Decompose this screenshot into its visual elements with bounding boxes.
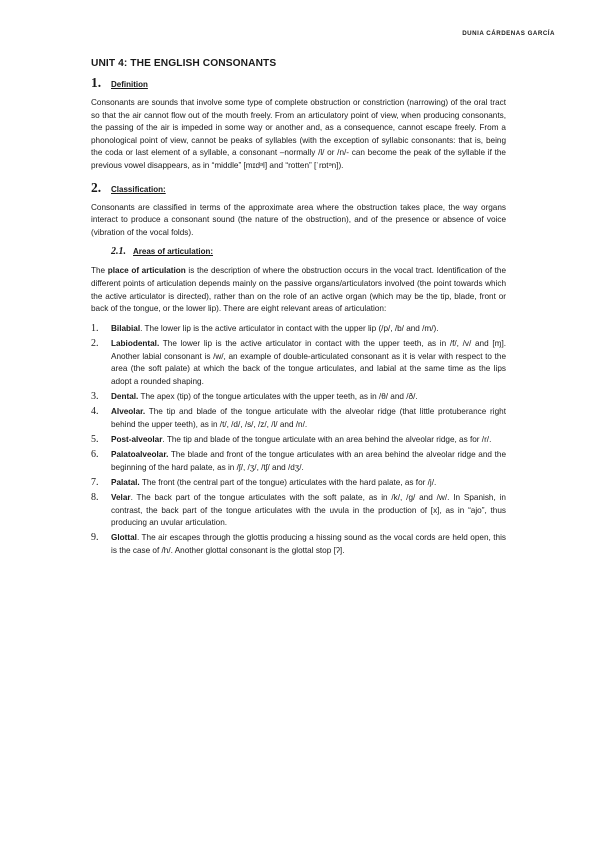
list-item-body <box>111 323 506 336</box>
list-item-body <box>111 492 506 530</box>
list-item-number: 9. <box>91 532 99 544</box>
subsection-2-1-title: Areas of articulation: <box>133 247 214 257</box>
list-item-text: The blade and front of the tongue articulates with an area behind the alveolar ridge and the beginning of the hard palate, as in /ʃ/, /ʒ/, /tʃ/ and /dʒ/. <box>111 450 506 472</box>
list-item-text: . The lower lip is the active articulator in contact with the upper lip (/p/, /b/ and /m/). <box>140 323 439 333</box>
section-1-title: Definition <box>111 80 148 89</box>
list-item-term: Labiodental. <box>111 338 160 348</box>
list-item-number: 4. <box>91 406 99 418</box>
section-2-heading <box>91 180 506 196</box>
list-item-text: . The air escapes through the glottis producing a hissing sound as the vocal cords are held open, this is the case of /h/. Another glottal consonant is the glottal stop [ʔ]. <box>111 533 506 555</box>
section-1-number: 1. <box>91 75 102 90</box>
list-item-term: Velar <box>111 493 131 502</box>
section-1-heading <box>91 75 506 91</box>
subsection-2-1-number: 2.1. <box>111 246 126 258</box>
list-item-body <box>111 406 506 431</box>
list-item <box>91 406 506 431</box>
list-item <box>91 477 506 490</box>
list-item-term: Post-alveolar <box>111 434 163 444</box>
list-item-text: . The tip and blade of the tongue articulate with an area behind the alveolar ridge, as for /r/. <box>162 434 492 444</box>
list-item <box>91 434 506 447</box>
document-body <box>91 58 506 560</box>
list-item-number: 3. <box>91 390 99 402</box>
subsection-2-1-heading <box>111 246 506 257</box>
list-item-term: Dental. <box>111 391 139 401</box>
list-item-text: . The back part of the tongue articulates with the soft palate, as in /k/, /g/ and /w/. In Spanish, in contrast, the back part of the tongue articulates with the uvula in the production of [x], as in “ajo”, thus producing an uvular articulation. <box>111 493 506 528</box>
list-item-text: The front (the central part of the tongue) articulates with the hard palate, as for /j/. <box>139 477 437 487</box>
place-of-articulation-paragraph <box>91 265 506 315</box>
list-item-body <box>111 477 506 490</box>
intro-term: place of articulation <box>107 266 186 276</box>
list-item <box>91 338 506 388</box>
list-item-number: 5. <box>91 433 99 445</box>
list-item-body <box>111 338 506 388</box>
classification-paragraph: Consonants are classified in terms of the approximate area where the obstruction takes place, the way organs interact to produce a consonant sound (the nature of the obstruction), and of the presence or absence of voice (vibration of the vocal folds). <box>91 202 506 237</box>
list-item-number: 2. <box>91 337 99 349</box>
list-item-number: 6. <box>91 449 99 461</box>
list-item-term: Palatoalveolar. <box>111 450 169 460</box>
section-2-title: Classification: <box>111 184 166 194</box>
list-item-term: Bilabial <box>111 323 141 333</box>
list-item-text: The tip and blade of the tongue articulate with the alveolar ridge (that little protuberance right behind the upper teeth), as in /t/, /d/, /s/, /z/, /l/ and /n/. <box>111 407 506 429</box>
list-item-text: The apex (tip) of the tongue articulates with the upper teeth, as in /θ/ and /ð/. <box>138 391 418 401</box>
list-item <box>91 391 506 404</box>
list-item-text: The lower lip is the active articulator in contact with the upper teeth, as in /f/, /v/ and [ɱ]. Another labial consonant is /w/, an example of double-articulated consonant as it is velar with respect to the area (the soft palate) at which the back of the tongue articulates, and labial at the same time as the lips adopt a rounded shaping. <box>111 338 506 386</box>
intro-pre: The <box>91 266 108 276</box>
list-item-term: Palatal. <box>111 477 140 487</box>
unit-title: UNIT 4: THE ENGLISH CONSONANTS <box>91 58 277 69</box>
list-item-body <box>111 449 506 474</box>
list-item-number: 1. <box>91 322 99 334</box>
section-2-number: 2. <box>91 179 102 195</box>
list-item-body <box>111 434 506 447</box>
list-item <box>91 449 506 474</box>
list-item-number: 8. <box>91 492 99 503</box>
list-item-body <box>111 391 506 404</box>
list-item-number: 7. <box>91 476 99 488</box>
intro-post: is the description of where the obstruction occurs in the vocal tract. Identification of the different points of articulation depends mainly on the passive organs/articulators involved (the point towards which the active articulator is directed), rather than on the role of an active organ (which may be the tip, blade, front or back of the tongue, or the lower lip). There are eight relevant areas of articulation: <box>91 266 507 314</box>
list-item <box>91 323 506 336</box>
list-item-term: Alveolar. <box>111 407 146 417</box>
list-item <box>91 492 506 530</box>
areas-of-articulation-list <box>91 323 506 558</box>
definition-paragraph: Consonants are sounds that involve some type of complete obstruction or constriction (narrowing) of the oral tract so that the air cannot flow out of the mouth freely. From an articulatory point of view, when producing consonants, the passing of the air is impeded in some way or another and, as a consequence, cannot escape freely. From a phonological point of view, cannot be peaks of syllables (with the exception of syllabic consonants: that is, being the coda or last element of a syllable, a consonant –normally /l/ or /n/- can become the peak of the syllable if the previous vowel disappears, as in “middle” [mɪdᵊl] and “rotten” [ˈrɒtᵊn]). <box>91 98 506 170</box>
list-item-body <box>111 532 506 557</box>
list-item-term: Glottal <box>111 533 137 543</box>
list-item <box>91 532 506 557</box>
header-author: DUNIA CÁRDENAS GARCÍA <box>462 30 555 37</box>
